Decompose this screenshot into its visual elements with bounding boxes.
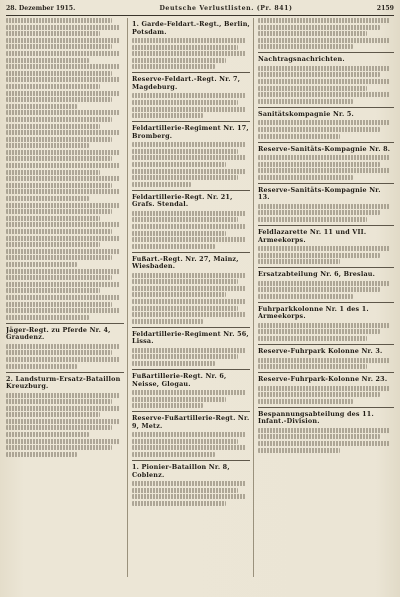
section-heading: Bespannungsabteilung des 11. Infant.-Division. xyxy=(258,409,374,426)
section-heading: Reserve-Fußartillerie-Regt. Nr. 9, Metz. xyxy=(132,414,250,430)
section-heading: Reserve-Sanitäts-Kompagnie Nr. 8. xyxy=(258,144,391,153)
section-heading: Ersatzabteilung Nr. 6, Breslau. xyxy=(258,270,376,279)
section-heading: Feldartillerie-Regt. Nr. 21, Grafs. Stendal. xyxy=(132,192,233,209)
header-title: Deutsche Verlustlisten. (Pr. 841) xyxy=(159,4,293,12)
column-2 xyxy=(132,18,250,587)
section-heading: 1. Pionier-Bataillon Nr. 8, Coblenz. xyxy=(132,463,230,479)
section-heading: Fuhrparkkolonne Nr. 1 des 1. Armeekorps. xyxy=(258,304,369,321)
column-3 xyxy=(258,18,394,587)
page-header xyxy=(6,2,394,14)
section-heading: Reserve-Feldart.-Regt. Nr. 7, Magdeburg. xyxy=(132,75,241,91)
section-heading: Feldlazarette Nr. 11 und VII. Armeekorps. xyxy=(258,228,367,244)
section-heading: 1. Garde-Feldart.-Regt., Berlin, Potsdam. xyxy=(132,20,250,36)
header-rule xyxy=(6,15,394,16)
section-heading: Fußartillerie-Regt. Nr. 6, Neisse, Glogau. xyxy=(132,372,227,388)
section-heading: Fußart.-Regt. Nr. 27, Mainz, Wiesbaden. xyxy=(132,254,239,271)
section-heading: Reserve-Sanitäts-Kompagnie Nr. 13. xyxy=(258,185,381,202)
header-page-number: 2159 xyxy=(376,4,394,12)
text-block xyxy=(6,18,124,320)
section-heading: Feldartillerie-Regiment Nr. 17, Bromberg. xyxy=(132,124,249,140)
column-divider xyxy=(253,18,254,577)
section-heading: Reserve-Fuhrpark Kolonne Nr. 3. xyxy=(258,347,383,356)
section-heading: Sanitätskompagnie Nr. 5. xyxy=(258,109,354,118)
section-heading: Jäger-Regt. zu Pferde Nr. 4, Graudenz. xyxy=(6,325,111,342)
column-divider xyxy=(127,18,128,577)
header-date: 28. Dezember 1915. xyxy=(6,4,76,12)
section-heading: Reserve-Fuhrpark-Kolonne Nr. 23. xyxy=(258,375,388,384)
section-heading: Feldartillerie-Regiment Nr. 56, Lissa. xyxy=(132,329,249,346)
column-1 xyxy=(6,18,124,587)
section-heading: Nachtragsnachrichten. xyxy=(258,55,345,64)
section-heading: 2. Landsturm-Ersatz-Bataillon Kreuzburg. xyxy=(6,374,121,390)
